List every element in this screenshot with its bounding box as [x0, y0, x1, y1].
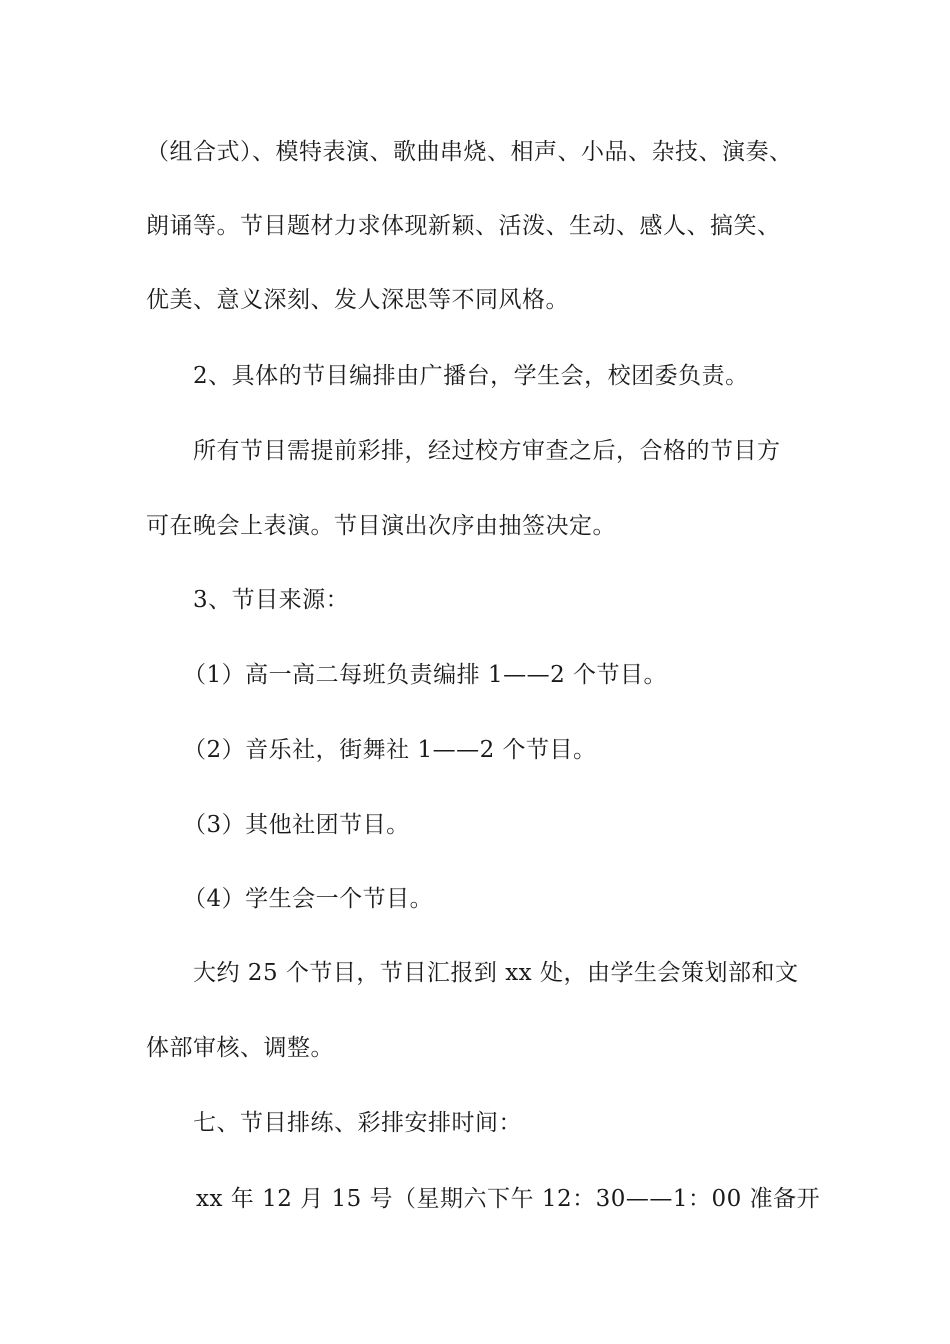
- text-line: 体部审核、调整。: [146, 1035, 334, 1061]
- text-line: 可在晚会上表演。节目演出次序由抽签决定。: [146, 513, 616, 539]
- list-item: （2）音乐社，街舞社 1——2 个节目。: [183, 737, 597, 763]
- numbered-item: 2、具体的节目编排由广播台，学生会，校团委负责。: [193, 363, 749, 389]
- text-line: （组合式）、模特表演、歌曲串烧、相声、小品、杂技、演奏、: [146, 139, 793, 165]
- section-heading: 3、节目来源：: [193, 587, 350, 613]
- list-item: （4）学生会一个节目。: [183, 886, 434, 912]
- list-item: （3）其他社团节目。: [183, 812, 410, 838]
- text-line: 朗诵等。节目题材力求体现新颖、活泼、生动、感人、搞笑、: [146, 213, 781, 239]
- text-line: 所有节目需提前彩排，经过校方审查之后，合格的节目方: [193, 438, 781, 464]
- list-item: （1）高一高二每班负责编排 1——2 个节目。: [183, 662, 668, 688]
- section-heading: 七、节目排练、彩排安排时间：: [193, 1110, 522, 1136]
- text-line: 大约 25 个节目，节目汇报到 xx 处，由学生会策划部和文: [193, 960, 799, 986]
- text-line: xx 年 12 月 15 号（星期六下午 12：30——1：00 准备开: [196, 1186, 821, 1212]
- text-line: 优美、意义深刻、发人深思等不同风格。: [146, 287, 569, 313]
